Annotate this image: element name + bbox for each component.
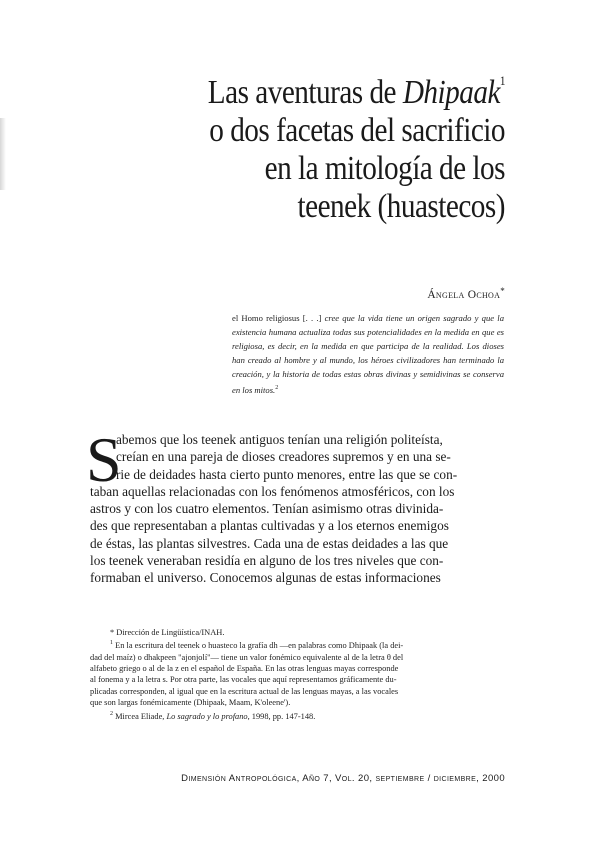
title-italic-word: Dhipaak [402, 74, 500, 111]
body-line: de éstas, las plantas silvestres. Cada una de estas deidades a las que [90, 535, 449, 551]
title-line-1-text: Las aventuras de [207, 74, 403, 111]
footnote-1-text: En la escritura del teenek o huasteco la grafía dh —en palabras como Dhipaak (la dei- [115, 641, 404, 651]
footnote-1-line: alfabeto griego o al de la z en el español de España. En las otras lenguas mayas corresponde [90, 664, 399, 674]
body-line: astros y con los cuatro elementos. Tenían asimismo otras divinida- [90, 501, 444, 517]
body-line: los teenek veneraban residía en alguno de los tres niveles que con- [90, 553, 444, 569]
body-line: abemos que los teenek antiguos tenían una religión politeísta, [116, 432, 443, 447]
body-line: formaban el universo. Conocemos algunas de estas informaciones [90, 570, 441, 586]
author-name: Ángela Ochoa [427, 289, 501, 301]
body-line: des que representaban a plantas cultivadas y a los eternos enemigos [90, 518, 449, 534]
title-line-1 [195, 62, 505, 112]
footnote-1-line: al fonema y a la letra s. Por otra parte, las vocales que aquí representamos gráficamente du- [90, 675, 397, 685]
body-paragraph [90, 431, 505, 587]
epigraph-footnote-marker: 2 [275, 385, 279, 391]
footnote-2-author: Mircea Eliade, [115, 711, 167, 721]
footnotes [90, 627, 505, 722]
article-title [195, 62, 505, 226]
drop-cap: S [86, 424, 122, 495]
body-line: rie de deidades hasta cierto punto menores, entre las que se con- [116, 466, 458, 482]
author-byline [427, 286, 505, 301]
scan-edge-shadow [0, 118, 6, 190]
epigraph-lead: el Homo religiosus [. . .] [232, 313, 322, 323]
epigraph-text: cree que la vida tiene un origen sagrado y que la existencia humana actualiza todas sus potencialidades en la medida en que es religiosa, es decir, en la medida en que participa de la realidad. Los dioses han creado al hombre y al mundo, los héroes civilizadores han terminado la creación, y la historia de todas estas obras divinas y semidivinas se conserva en los mitos. [232, 313, 504, 395]
footnote-affiliation: * Dirección de Lingüística/INAH. [110, 628, 225, 637]
body-line: taban aquellas relacionadas con los fenómenos atmosféricos, con los [90, 483, 455, 499]
title-line-3: en la mitología de los [264, 150, 505, 187]
footnote-1-line: que son largas fonémicamente (Dhipaak, Maam, K'oleene'). [90, 698, 291, 708]
body-line: creían en una pareja de dioses creadores supremos y en una se- [116, 449, 451, 465]
footnote-2-marker: 2 [110, 710, 113, 717]
footnote-1-line: plicadas corresponden, al igual que en la escritura actual de las lenguas mayas, a las vocales [90, 686, 399, 696]
footnote-1-line: dad del maíz) o dhakpeen "ajonjolí"— tiene un valor fonémico equivalente al de la letra θ del [90, 652, 404, 662]
footnote-1-line [90, 638, 505, 651]
footnote-2-book-title: Lo sagrado y lo profano [166, 711, 248, 721]
title-line-4: teenek (huastecos) [297, 188, 505, 225]
title-line-2: o dos facetas del sacrificio [209, 112, 505, 149]
footnote-1-marker: 1 [110, 640, 113, 647]
journal-running-footer: Dimensión Antropológica, Año 7, Vol. 20, septiembre / diciembre, 2000 [181, 773, 505, 784]
author-footnote-marker: * [500, 286, 505, 296]
footnote-2-line [90, 709, 505, 722]
title-footnote-marker: 1 [499, 73, 505, 88]
epigraph-quote [232, 311, 504, 397]
footnote-2-rest: , 1998, pp. 147-148. [247, 711, 316, 721]
